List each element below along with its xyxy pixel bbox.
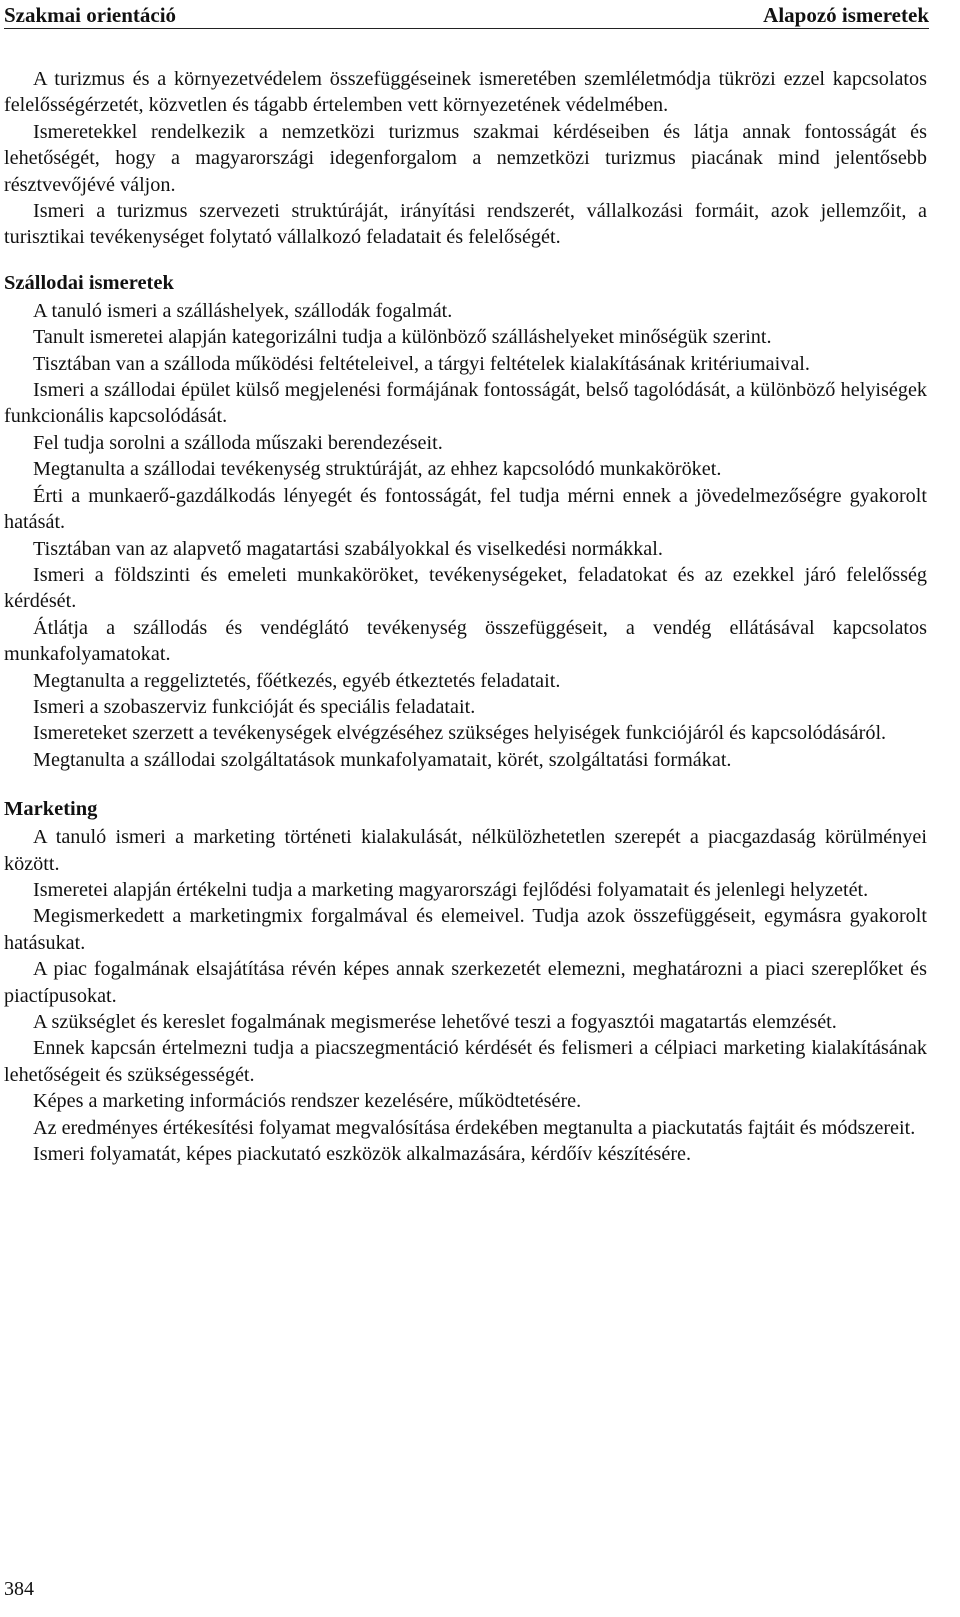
section-marketing bbox=[4, 796, 927, 1167]
paragraph: Ismereteket szerzett a tevékenységek elvégzéséhez szükséges helyiségek funkciójáról és kapcsolódásáról. bbox=[33, 722, 887, 745]
paragraph: Átlátja a szállodás és vendéglátó tevékenység összefüggéseit, a vendég ellátásával kapcsolatos munkafolyamatokat. bbox=[4, 616, 927, 666]
paragraph: Ismeri a szállodai épület külső megjelenési formájának fontosságát, belső tagolódását, a különböző helyiségek funkcionális kapcsolódását. bbox=[4, 379, 927, 428]
paragraph: Ismeretekkel rendelkezik a nemzetközi turizmus szakmai kérdéseiben és látja annak fontosságát és lehetőségét, hogy a magyarországi idegenforgalom a nemzetközi turizmus piacának mind jelentősebb résztvevőjévé váljon. bbox=[4, 120, 927, 196]
paragraph: Érti a munkaerő-gazdálkodás lényegét és fontosságát, fel tudja mérni ennek a jövedelmezőségre gyakorolt hatását. bbox=[4, 484, 927, 534]
paragraph: Az eredményes értékesítési folyamat megvalósítása érdekében megtanulta a piackutatás fajtáit és módszereit. bbox=[33, 1116, 916, 1139]
section-heading: Szállodai ismeretek bbox=[4, 271, 174, 294]
paragraph: Ismeri a szobaszerviz funkcióját és speciális feladatait. bbox=[33, 695, 476, 718]
paragraph: Ismeri folyamatát, képes piackutató eszközök alkalmazására, kérdőív készítésére. bbox=[33, 1143, 692, 1166]
document-body bbox=[4, 66, 927, 1167]
paragraph: Megtanulta a szállodai szolgáltatások munkafolyamatait, körét, szolgáltatási formákat. bbox=[33, 748, 732, 771]
section-heading: Marketing bbox=[4, 798, 98, 821]
paragraph: Tisztában van az alapvető magatartási szabályokkal és viselkedési normákkal. bbox=[33, 537, 663, 560]
paragraph: A szükséglet és kereslet fogalmának megismerése lehetővé teszi a fogyasztói magatartás elemzését. bbox=[33, 1011, 837, 1033]
paragraph: Megtanulta a reggeliztetés, főétkezés, egyéb étkeztetés feladatait. bbox=[33, 669, 561, 692]
paragraph: Megtanulta a szállodai tevékenység struktúráját, az ehhez kapcsolódó munkaköröket. bbox=[33, 458, 722, 481]
paragraph: A tanuló ismeri a marketing történeti kialakulását, nélkülözhetetlen szerepét a piacgazdaság körülményei között. bbox=[4, 826, 927, 875]
paragraph: A piac fogalmának elsajátítása révén képes annak szerkezetét elemezni, meghatározni a piaci szereplőket és piactípusokat. bbox=[4, 958, 927, 1007]
paragraph: Ismeri a turizmus szervezeti struktúráját, irányítási rendszerét, vállalkozási formáit, azok jellemzőit, a turisztikai tevékenységet folytató vállalkozó feladatait és felelőségét. bbox=[4, 200, 927, 249]
section-hotel-knowledge bbox=[4, 270, 927, 773]
paragraph: Tanult ismeretei alapján kategorizálni tudja a különböző szálláshelyeket minőségük szerint. bbox=[33, 326, 772, 349]
paragraph: Ismeri a földszinti és emeleti munkaköröket, tevékenységeket, feladatokat és az ezekkel járó felelősség kérdését. bbox=[4, 563, 927, 613]
paragraph: Ennek kapcsán értelmezni tudja a piacszegmentáció kérdését és felismeri a célpiaci marketing kialakításának lehetőségeit és szükségességét. bbox=[4, 1037, 927, 1086]
paragraph: A tanuló ismeri a szálláshelyek, szállodák fogalmát. bbox=[33, 299, 453, 322]
header-chapter-title: Szakmai orientáció bbox=[4, 3, 177, 27]
section-tourism bbox=[4, 66, 927, 251]
header-section-title: Alapozó ismeretek bbox=[763, 3, 929, 27]
paragraph: Fel tudja sorolni a szálloda műszaki berendezéseit. bbox=[33, 431, 443, 454]
running-header bbox=[4, 2, 929, 29]
paragraph: A turizmus és a környezetvédelem összefüggéseinek ismeretében szemléletmódja tükrözi ezzel kapcsolatos felelősségérzetét, közvetlen és tágabb értelemben vett környezetének védelmében. bbox=[4, 68, 927, 117]
paragraph: Megismerkedett a marketingmix forgalmával és elemeivel. Tudja azok összefüggéseit, egymásra gyakorolt hatásukat. bbox=[4, 905, 927, 954]
paragraph: Ismeretei alapján értékelni tudja a marketing magyarországi fejlődési folyamatait és jelenlegi helyzetét. bbox=[33, 878, 869, 901]
paragraph: Képes a marketing információs rendszer kezelésére, működtetésére. bbox=[33, 1090, 582, 1113]
paragraph: Tisztában van a szálloda működési feltételeivel, a tárgyi feltételek kialakításának kritériumaival. bbox=[33, 352, 810, 375]
page-number: 384 bbox=[4, 1578, 34, 1600]
